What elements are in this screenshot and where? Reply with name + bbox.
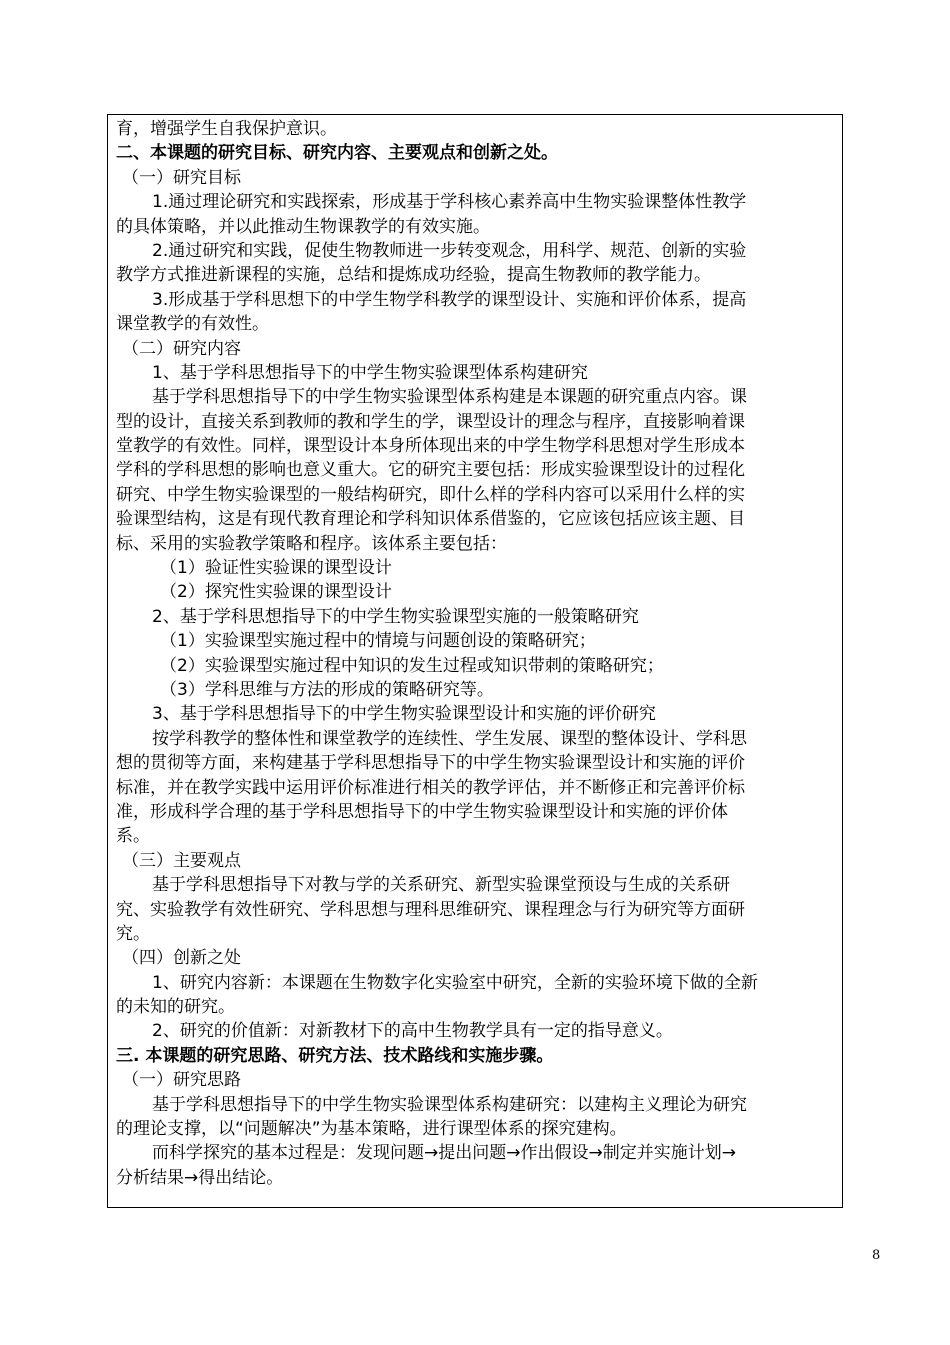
- text-line: 学科的学科思想的影响也意义重大。它的研究主要包括：形成实验课型设计的过程化: [116, 460, 745, 481]
- text-line: 堂教学的有效性。同样，课型设计本身所体现出来的中学生物学科思想对学生形成本: [116, 436, 745, 457]
- text-line: 而科学探究的基本过程是：发现问题→提出问题→作出假设→制定并实施计划→: [152, 1143, 736, 1164]
- text-line: （二）研究内容: [122, 338, 241, 359]
- text-line: （1）验证性实验课的课型设计: [160, 558, 392, 579]
- text-line: 3.形成基于学科思想下的中学生物学科教学的课型设计、实施和评价体系，提高: [152, 289, 747, 310]
- text-line: 基于学科思想指导下的中学生物实验课型体系构建是本课题的研究重点内容。课: [152, 387, 747, 408]
- text-line: 基于学科思想指导下对教与学的关系研究、新型实验课堂预设与生成的关系研: [152, 875, 730, 896]
- text-line: 究。: [116, 923, 150, 944]
- text-line: 育，增强学生自我保护意识。: [116, 119, 337, 139]
- text-line: （三）主要观点: [122, 850, 241, 871]
- text-line: （2）探究性实验课的课型设计: [160, 582, 392, 603]
- text-line: （四）创新之处: [122, 948, 241, 969]
- text-line: 按学科教学的整体性和课堂教学的连续性、学生发展、课型的整体设计、学科思: [152, 728, 747, 749]
- page-number: 8: [872, 1248, 881, 1263]
- text-line: 系。: [116, 826, 150, 847]
- text-line: 1.通过理论研究和实践探索，形成基于学科核心素养高中生物实验课整体性教学: [152, 192, 747, 213]
- text-line: 想的贯彻等方面，来构建基于学科思想指导下的中学生物实验课型设计和实施的评价: [116, 753, 745, 774]
- text-line: 型的设计，直接关系到教师的教和学生的学，课型设计的理念与程序，直接影响着课: [116, 411, 745, 432]
- text-line: （1）实验课型实施过程中的情境与问题创设的策略研究；: [160, 631, 596, 652]
- text-line: 的理论支撑，以“问题解决”为基本策略，进行课型体系的探究建构。: [116, 1119, 627, 1140]
- text-line: 的未知的研究。: [116, 997, 235, 1018]
- text-line: 标、采用的实验教学策略和程序。该体系主要包括：: [116, 533, 507, 554]
- text-line: 课堂教学的有效性。: [116, 314, 269, 335]
- text-line: 1、研究内容新：本课题在生物数字化实验室中研究，全新的实验环境下做的全新: [152, 972, 758, 993]
- text-line: （2）实验课型实施过程中知识的发生过程或知识带刺的策略研究；: [160, 655, 664, 676]
- text-line: 二、本课题的研究目标、研究内容、主要观点和创新之处。: [116, 143, 558, 164]
- text-line: 3、基于学科思想指导下的中学生物实验课型设计和实施的评价研究: [152, 704, 656, 725]
- text-line: （一）研究目标: [122, 167, 241, 188]
- text-line: （一）研究思路: [122, 1070, 241, 1091]
- text-line: 2、基于学科思想指导下的中学生物实验课型实施的一般策略研究: [152, 606, 639, 627]
- text-line: 基于学科思想指导下的中学生物实验课型体系构建研究：以建构主义理论为研究: [152, 1094, 747, 1115]
- text-line: 分析结果→得出结论。: [116, 1167, 284, 1188]
- text-line: 1、基于学科思想指导下的中学生物实验课型体系构建研究: [152, 362, 588, 383]
- text-line: 准，形成科学合理的基于学科思想指导下的中学生物实验课型设计和实施的评价体: [116, 801, 728, 822]
- text-line: 2.通过研究和实践，促使生物教师进一步转变观念，用科学、规范、创新的实验: [152, 240, 747, 261]
- text-line: 三. 本课题的研究思路、研究方法、技术路线和实施步骤。: [116, 1045, 554, 1066]
- text-line: 究、实验教学有效性研究、学科思想与理科思维研究、课程理念与行为研究等方面研: [116, 899, 745, 920]
- text-line: 教学方式推进新课程的实施，总结和提炼成功经验，提高生物教师的教学能力。: [116, 265, 711, 286]
- text-line: 的具体策略，并以此推动生物课教学的有效实施。: [116, 216, 490, 237]
- text-line: （3）学科思维与方法的形成的策略研究等。: [160, 679, 494, 700]
- text-line: 验课型结构，这是有现代教育理论和学科知识体系借鉴的，它应该包括应该主题、目: [116, 509, 745, 530]
- text-line: 2、研究的价值新：对新教材下的高中生物教学具有一定的指导意义。: [152, 1021, 673, 1042]
- text-line: 标准，并在教学实践中运用评价标准进行相关的教学评估，并不断修正和完善评价标: [116, 777, 745, 798]
- text-line: 研究、中学生物实验课型的一般结构研究，即什么样的学科内容可以采用什么样的实: [116, 484, 745, 505]
- content-frame: [107, 114, 843, 1208]
